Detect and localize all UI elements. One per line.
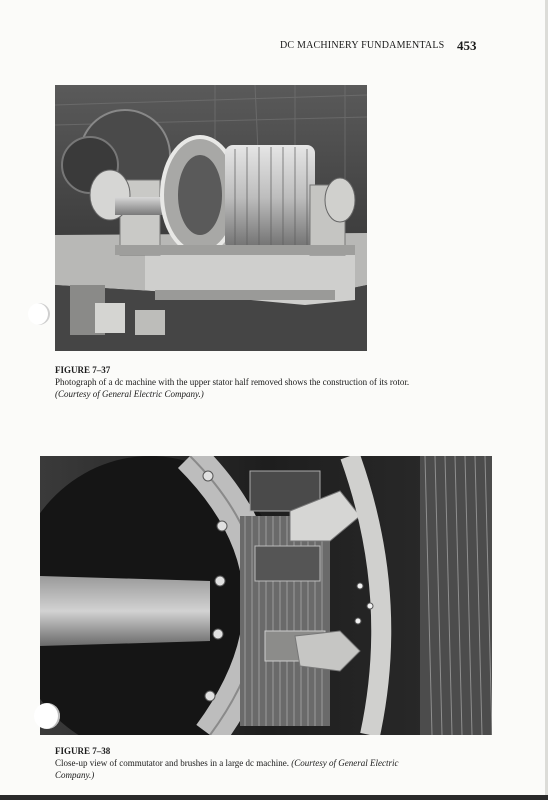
figure-7-37-caption <box>55 364 475 400</box>
scan-edge <box>0 795 548 800</box>
caption-credit-continued: Company.) <box>55 770 95 780</box>
figure-number: FIGURE 7–38 <box>55 746 111 756</box>
binder-hole <box>28 303 50 325</box>
running-header <box>0 38 548 58</box>
caption-credit: (Courtesy of General Electric <box>291 758 399 768</box>
binder-hole <box>34 703 60 729</box>
chapter-title: DC MACHINERY FUNDAMENTALS <box>280 40 445 51</box>
figure-7-37-photo <box>55 85 367 351</box>
page-number: 453 <box>457 38 477 53</box>
caption-text: Close-up view of commutator and brushes in a large dc machine. <box>55 758 290 768</box>
figure-7-38-photo <box>40 456 492 735</box>
caption-text: Photograph of a dc machine with the upper stator half removed shows the construction of its rotor. <box>55 377 410 387</box>
figure-7-38-caption <box>55 745 475 781</box>
figure-number: FIGURE 7–37 <box>55 365 111 375</box>
caption-credit: (Courtesy of General Electric Company.) <box>55 389 204 399</box>
